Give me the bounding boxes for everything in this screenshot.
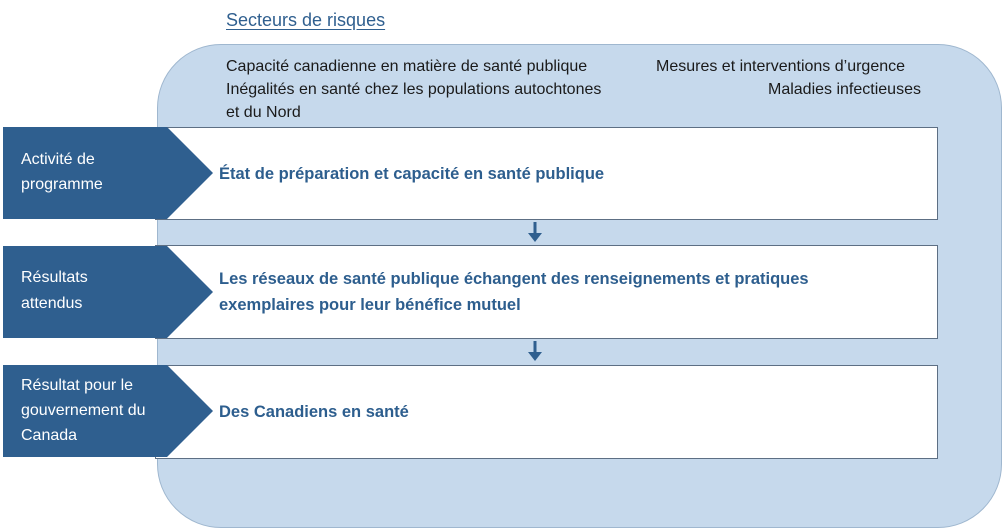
down-arrow-icon xyxy=(528,341,542,361)
risk-areas-title: Secteurs de risques xyxy=(226,10,386,30)
expected-results-label-line1: Résultats xyxy=(21,269,88,286)
program-activity-label-line2: programme xyxy=(21,176,103,193)
government-outcome-label-line3: Canada xyxy=(21,427,78,444)
down-arrow-icon xyxy=(528,222,542,242)
expected-results-text-line1: Les réseaux de santé publique échangent des renseignements et pratiques xyxy=(219,270,809,288)
expected-results-text-line2: exemplaires pour leur bénéfice mutuel xyxy=(219,296,521,314)
tab-shape xyxy=(3,127,213,219)
government-outcome-tab xyxy=(3,365,213,457)
expected-results-tab xyxy=(3,246,213,338)
tab-shape xyxy=(3,246,213,338)
risk-capacity: Capacité canadienne en matière de santé publique xyxy=(226,58,588,75)
government-outcome-text: Des Canadiens en santé xyxy=(219,403,409,421)
program-activity-tab xyxy=(3,127,213,219)
expected-results-box xyxy=(155,245,938,339)
program-activity-text: État de préparation et capacité en santé publique xyxy=(219,165,605,183)
risk-emergency: Mesures et interventions d’urgence xyxy=(656,58,906,75)
risk-inequalities-line1: Inégalités en santé chez les populations autochtones xyxy=(226,81,602,98)
program-activity-label-line1: Activité de xyxy=(21,151,95,168)
risk-inequalities-line2: et du Nord xyxy=(226,104,301,121)
risk-infectious: Maladies infectieuses xyxy=(768,81,921,98)
government-outcome-label-line2: gouvernement du xyxy=(21,402,146,419)
government-outcome-label-line1: Résultat pour le xyxy=(21,377,134,394)
expected-results-label-line2: attendus xyxy=(21,295,83,312)
